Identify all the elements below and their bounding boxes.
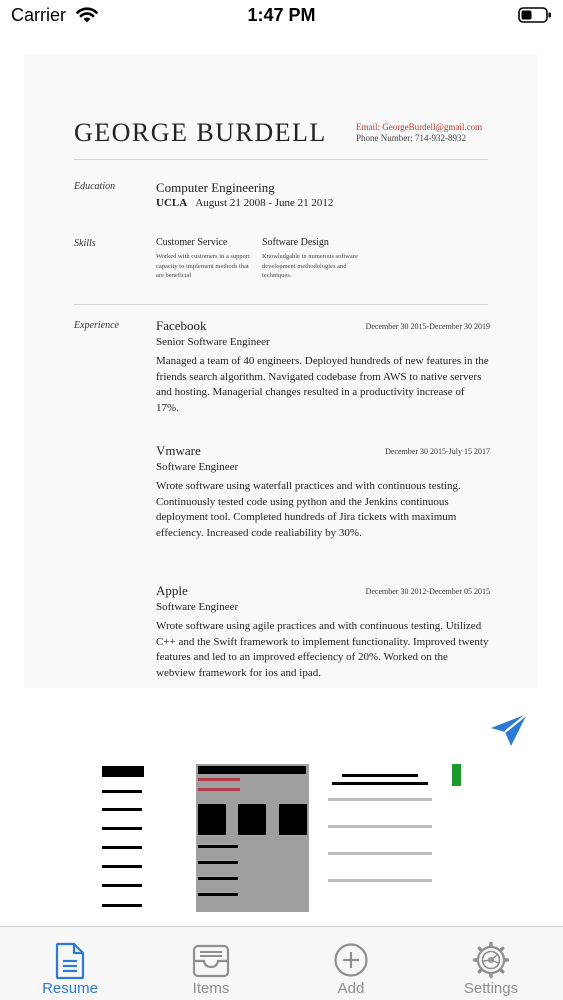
resume-preview[interactable] (24, 54, 538, 688)
header-divider (74, 159, 488, 160)
skill-description: Worked with customers in a support capacity to implement methods that are beneficial (156, 253, 250, 279)
resume-phone: Phone Number: 714-932-8932 (356, 133, 466, 143)
status-time: 1:47 PM (247, 5, 316, 25)
carrier-label: Carrier (11, 5, 67, 25)
skill-title: Customer Service (156, 237, 228, 248)
experience-label: Experience (74, 320, 119, 331)
education-line (156, 197, 333, 209)
tab-label: Settings (463, 980, 519, 997)
experience-entry (156, 583, 490, 681)
tab-label: Items (192, 980, 230, 997)
template-thumbnail[interactable] (451, 764, 463, 912)
battery-icon (518, 7, 552, 23)
education-label: Education (74, 181, 116, 192)
document-icon (50, 941, 90, 981)
template-thumbnail[interactable] (324, 764, 436, 912)
skills-label: Skills (74, 238, 96, 249)
tray-icon (191, 941, 231, 981)
tab-settings[interactable] (421, 927, 561, 1000)
job-description: Wrote software using waterfall practices and with continuous testing. Continuously tested code using python and the Jenkins continuous deployment tool. Completed hundreds of Jira tickets with maximum effeciency. Increased code realiability by 30%. (156, 480, 461, 539)
tab-label: Add (337, 980, 365, 997)
education-school: UCLA (156, 197, 188, 209)
skill-item (262, 237, 358, 281)
paper-plane-icon[interactable] (489, 712, 529, 748)
job-role: Senior Software Engineer (156, 336, 270, 348)
resume-email: Email: GeorgeBurdell@gmail.com (356, 122, 483, 132)
experience-entry (156, 443, 490, 541)
gear-icon (471, 941, 511, 981)
job-dates: December 30 2015-December 30 2019 (365, 322, 490, 331)
experience-entry (156, 318, 490, 416)
skills-divider (74, 304, 488, 305)
template-thumbnail-selected[interactable] (196, 764, 309, 912)
job-role: Software Engineer (156, 601, 239, 613)
tab-label: Resume (42, 980, 98, 997)
job-company: Facebook (156, 318, 207, 333)
tab-resume[interactable] (0, 927, 140, 1000)
template-carousel[interactable] (0, 764, 563, 914)
education-dates: August 21 2008 - June 21 2012 (195, 197, 334, 209)
template-thumbnail[interactable] (100, 764, 182, 912)
status-bar (0, 0, 563, 34)
job-company: Vmware (156, 443, 201, 458)
job-role: Software Engineer (156, 461, 239, 473)
plus-circle-icon (331, 941, 371, 981)
tab-add[interactable] (281, 927, 421, 1000)
skill-description: Knowledgable in numerous software development methodologies and techniques. (262, 253, 358, 279)
job-company: Apple (156, 583, 188, 598)
job-description: Wrote software using agile practices and with continuous testing. Utilized C++ and the Swift framework to implement functionality. Improved twenty features and led to an improved effeciency of 20%. Worked on the webview framework for ios and ipad. (156, 620, 489, 679)
resume-name: GEORGE BURDELL (74, 118, 327, 147)
job-dates: December 30 2015-July 15 2017 (385, 447, 490, 456)
skill-title: Software Design (262, 237, 329, 248)
job-description: Managed a team of 40 engineers. Deployed hundreds of new features in the friends search algorithm. Navigated codebase from AWS to native servers and hosting. Managerial changes resulted in a productivity increase of 17%. (156, 355, 489, 414)
education-degree: Computer Engineering (156, 180, 275, 195)
skill-item (156, 237, 252, 281)
tab-bar (0, 926, 563, 1000)
tab-items[interactable] (141, 927, 281, 1000)
job-dates: December 30 2012-December 05 2015 (365, 587, 490, 596)
